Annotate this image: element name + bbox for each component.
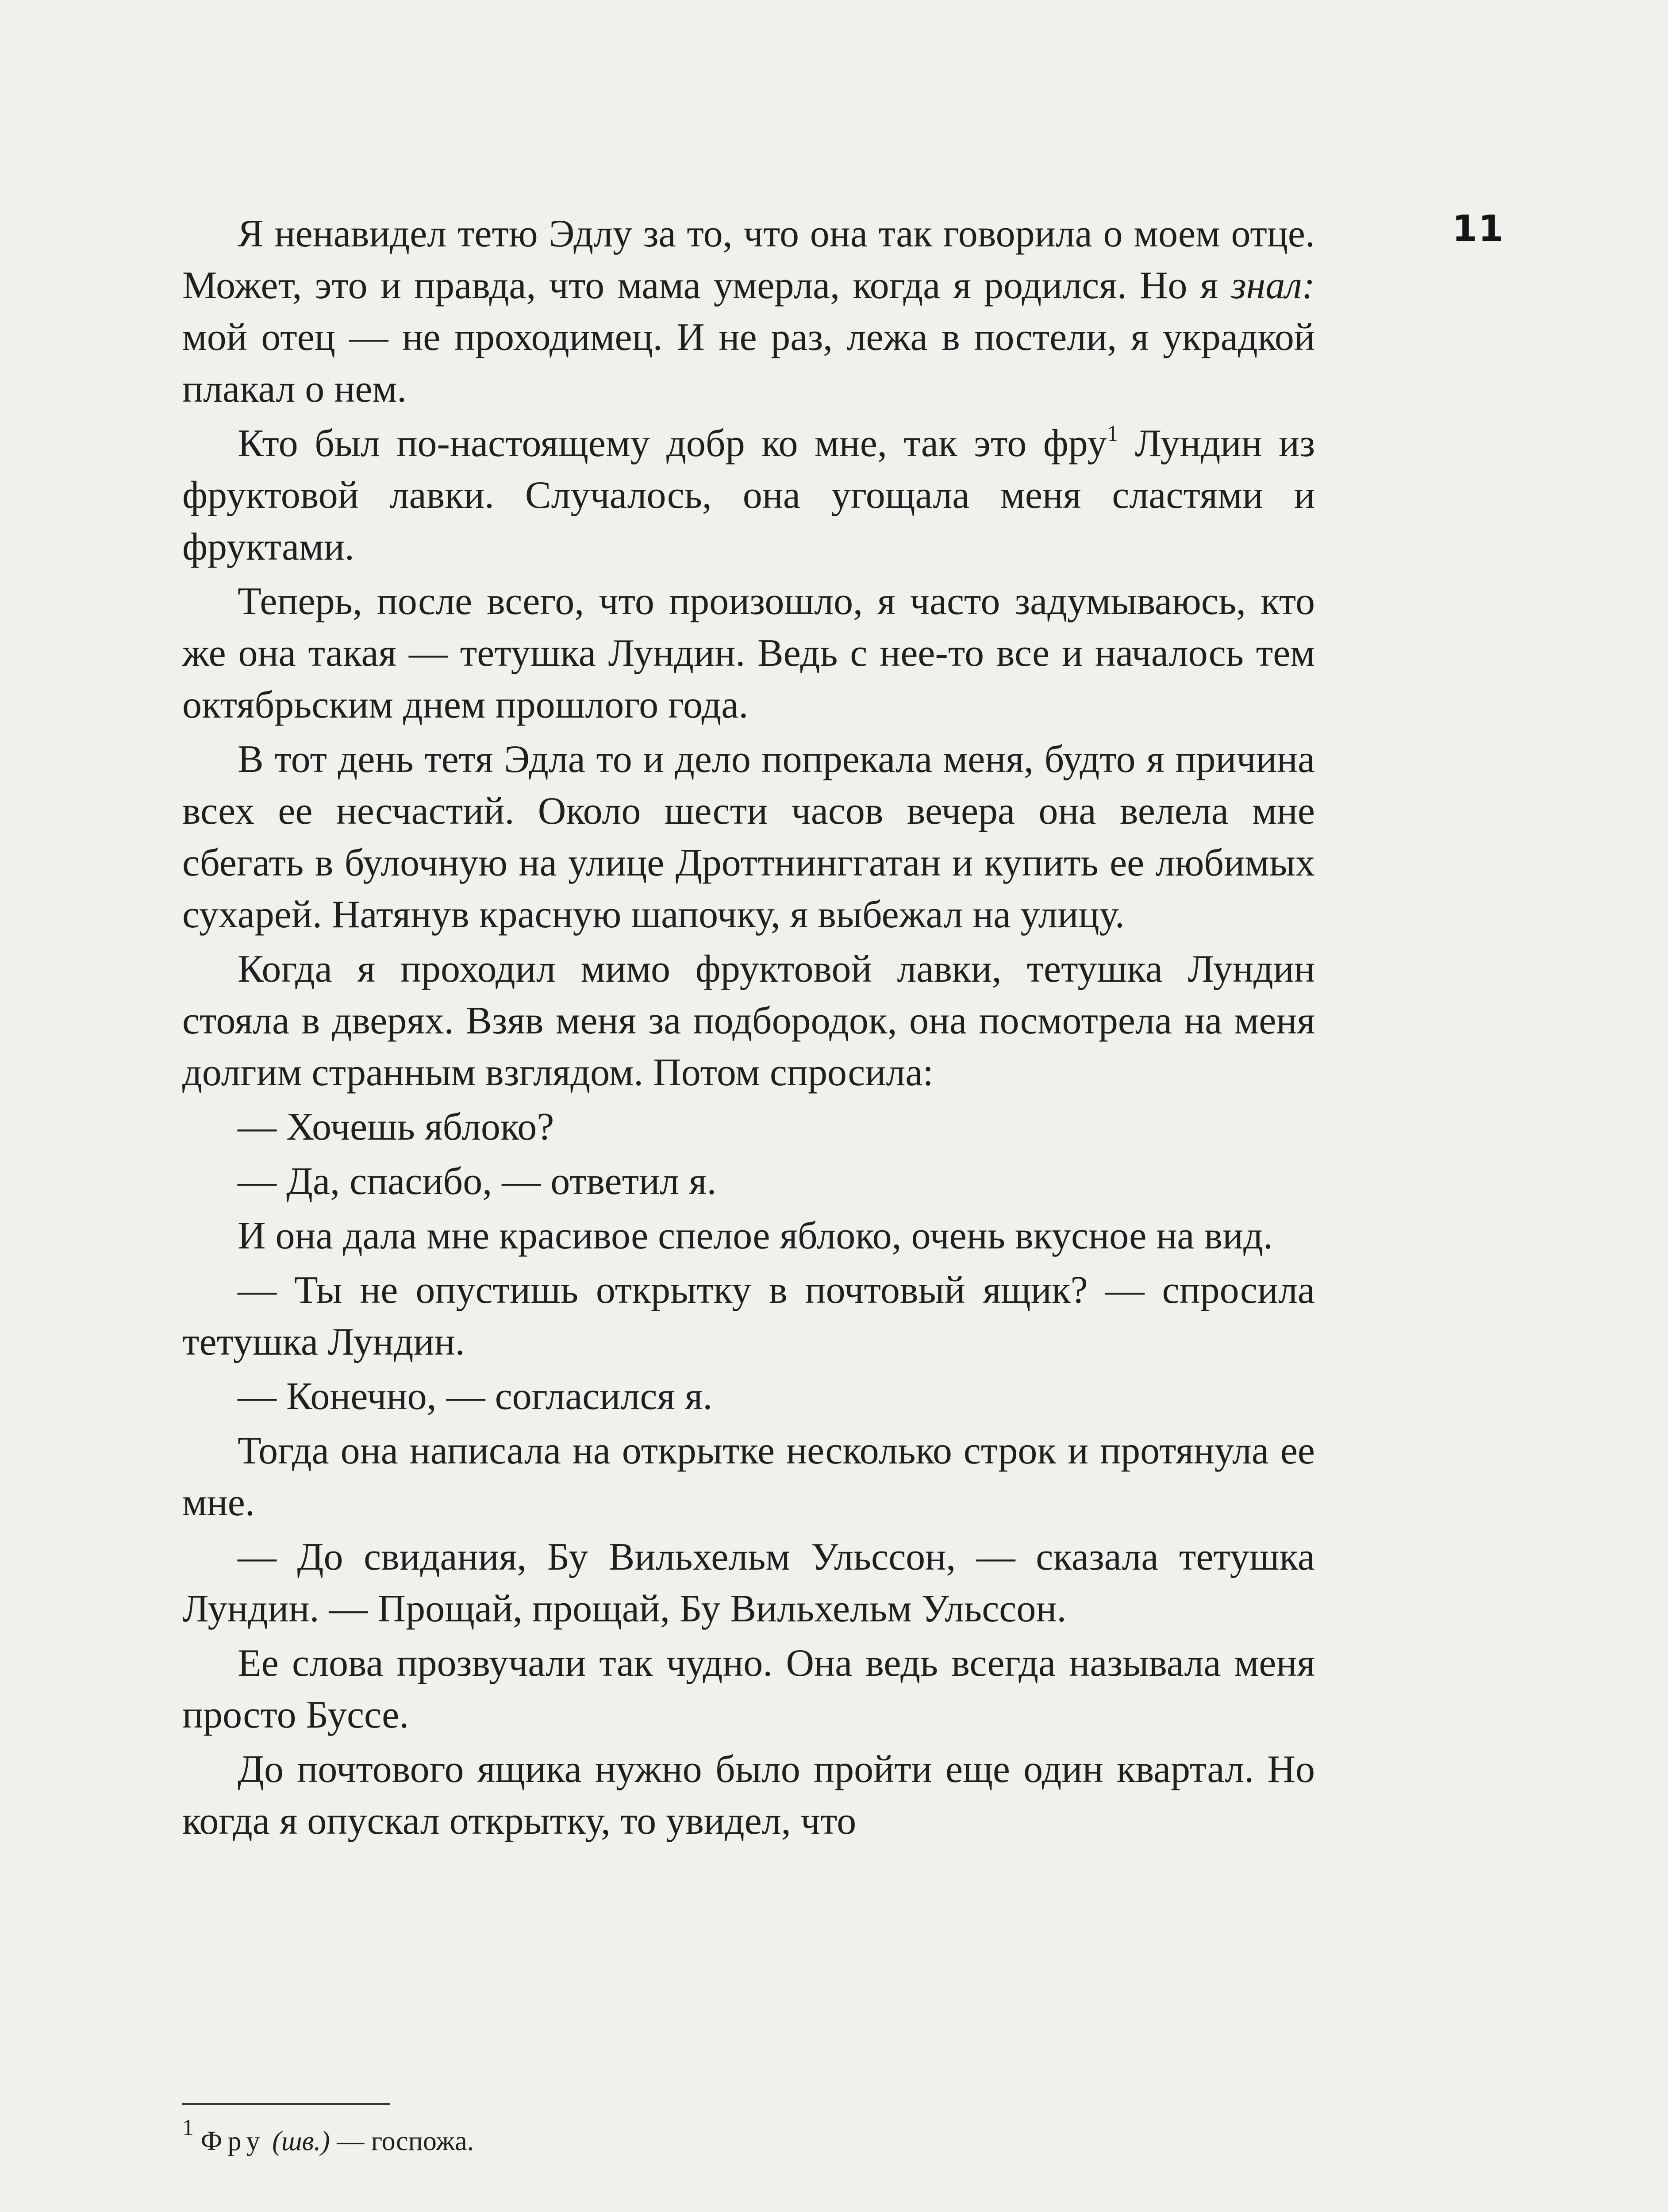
- text-run: В тот день тетя Эдла то и дело попрекала меня, будто я причина всех ее несчастий. Около шести часов вечера она велела мне сбегать в булочную на улице Дроттнинггатан и купить ее любимых сухарей. Натянув красную шапочку, я выбежал на улицу.: [182, 738, 1315, 936]
- paragraph: [182, 1101, 1315, 1153]
- text-run: — Конечно, — согласился я.: [238, 1375, 713, 1418]
- text-run: До почтового ящика нужно было пройти еще один квартал. Но когда я опускал открытку, то увидел, что: [182, 1748, 1315, 1843]
- text-run: — Ты не опустишь открытку в почтовый ящик? — спросила тетушка Лундин.: [182, 1269, 1315, 1363]
- paragraph: [182, 733, 1315, 941]
- text-run: Лундин из фруктовой лавки. Случалось, она угощала меня сластями и фруктами.: [182, 422, 1315, 568]
- paragraph: [182, 418, 1315, 573]
- paragraph: [182, 1743, 1315, 1847]
- main-text: [182, 208, 1315, 1850]
- footnote-word: Фру: [200, 2126, 265, 2156]
- paragraph: [182, 576, 1315, 731]
- text-run: И она дала мне красивое спелое яблоко, очень вкусное на вид.: [238, 1214, 1273, 1257]
- text-run: Тогда она написала на открытке несколько строк и протянула ее мне.: [182, 1429, 1315, 1524]
- page-number: 11: [1452, 208, 1505, 250]
- footnote-text: — госпожа.: [330, 2126, 474, 2156]
- paragraph: [182, 1264, 1315, 1368]
- text-run: Ее слова прозвучали так чудно. Она ведь всегда называла меня просто Буссе.: [182, 1642, 1315, 1736]
- text-run: — До свидания, Бу Вильхельм Ульссон, — сказала тетушка Лундин. — Прощай, прощай, Бу Вильхельм Ульссон.: [182, 1536, 1315, 1630]
- text-run: Кто был по-настоящему добр ко мне, так это фру: [238, 422, 1107, 465]
- paragraph: [182, 1531, 1315, 1635]
- paragraph: [182, 943, 1315, 1098]
- text-run: знал:: [1231, 264, 1315, 307]
- paragraph: [182, 208, 1315, 415]
- text-run: мой отец — не проходимец. И не раз, лежа в постели, я украдкой плакал о нем.: [182, 316, 1315, 411]
- paragraph: [182, 1425, 1315, 1528]
- footnote-mark: 1: [182, 2115, 194, 2140]
- paragraph: [182, 1156, 1315, 1207]
- footnote-ref: 1: [1107, 421, 1118, 446]
- text-run: — Хочешь яблоко?: [238, 1106, 554, 1148]
- footnote-note: (шв.): [272, 2126, 330, 2156]
- paragraph: [182, 1210, 1315, 1262]
- paragraph: [182, 1371, 1315, 1422]
- paragraph: [182, 1637, 1315, 1741]
- footnote-divider: [182, 2103, 390, 2105]
- footnote: [182, 2115, 474, 2159]
- text-run: Я ненавидел тетю Эдлу за то, что она так говорила о моем отце. Может, это и правда, что мама умерла, когда я родился. Но я: [182, 212, 1315, 307]
- text-run: — Да, спасибо, — ответил я.: [238, 1160, 717, 1203]
- text-run: Теперь, после всего, что произошло, я часто задумываюсь, кто же она такая — тетушка Лундин. Ведь с нее-то все и началось тем октябрьским днем прошлого года.: [182, 580, 1315, 726]
- text-run: Когда я проходил мимо фруктовой лавки, тетушка Лундин стояла в дверях. Взяв меня за подбородок, она посмотрела на меня долгим странным взглядом. Потом спросила:: [182, 948, 1315, 1094]
